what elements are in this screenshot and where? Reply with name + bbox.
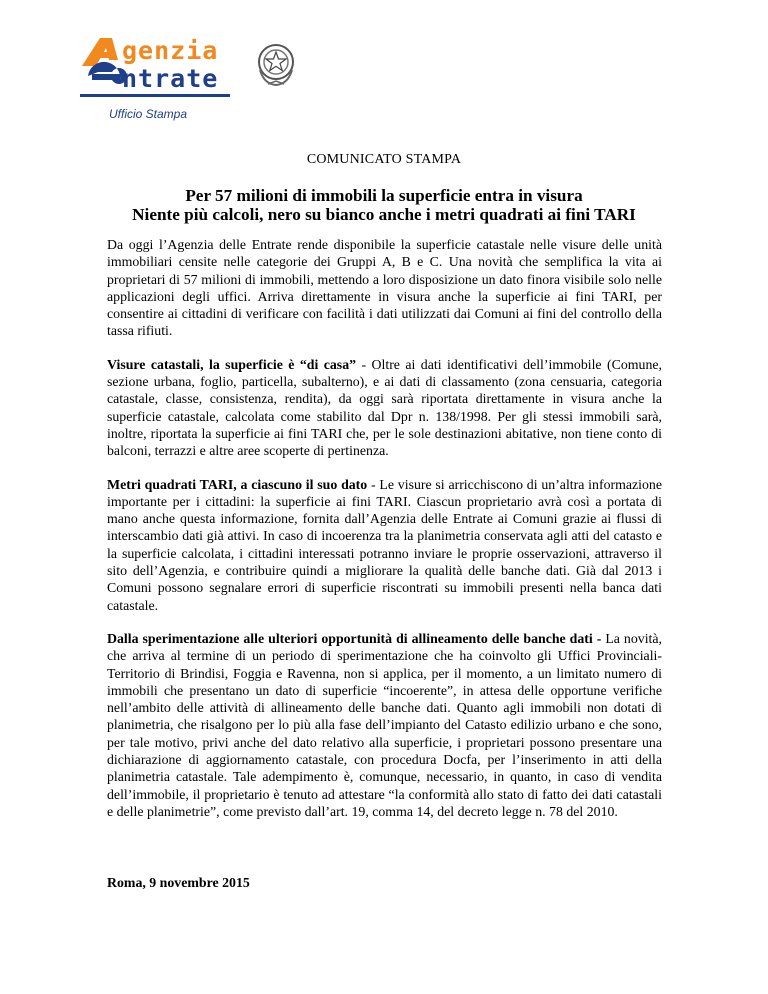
section-paragraph [107, 356, 662, 460]
section-heading: Visure catastali, la superficie è “di casa” [107, 356, 357, 372]
headline [0, 186, 768, 224]
section-paragraph [107, 630, 662, 820]
section-paragraph [107, 476, 662, 614]
section-text: - Oltre ai dati identificativi dell’immobile (Comune, sezione urbana, foglio, particella, subalterno), e ai dati di classamento (zona censuaria, categoria catastale, classe, consistenza, rendita), da oggi sarà riportata direttamente in visura anche la superficie catastale, calcolata come stabilito dal Dpr n. 138/1998. Per gli stessi immobili sarà, inoltre, riportata la superficie ai fini TARI che, per le sole destinazioni abitative, non tiene conto di balconi, terrazzi e altre aree scoperte di pertinenza. [107, 356, 662, 459]
office-label: Ufficio Stampa [109, 107, 188, 121]
section-text: La novità, che arriva al termine di un periodo di sperimentazione che ha coinvolto gli Uffici Provinciali-Territorio di Brindisi, Foggia e Ravenna, non si applica, per il momento, a un limitato numero di immobili che presentano un dato di superficie “incoerente”, in attesa delle opportune verifiche nell’ambito delle attività di allineamento delle banche dati. Quanto agli immobili non dotati di planimetria, che risalgono per lo più alla fase dell’impianto del Catasto edilizio urbano e che sono, per tale motivo, privi anche del dato relativo alla superficie, i proprietari possono presentare una dichiarazione di aggiornamento catastale, con procedura Docfa, per l’inserimento in atti della planimetria catastale. Tale adempimento è, comunque, necessario, in quanto, in caso di vendita dell’immobile, il proprietario è tenuto ad attestare “la conformità allo stato di fatto dei dati catastali e delle planimetrie”, come previsto dall’art. 19, comma 14, del decreto legge n. 78 del 2010. [107, 630, 662, 819]
signoff-date: Roma, 9 novembre 2015 [107, 875, 250, 890]
logo-word-bottom: ntrate [122, 64, 219, 93]
section-heading: Metri quadrati TARI, a ciascuno il suo dato [107, 476, 368, 492]
body-text [107, 236, 662, 836]
section-text: - Le visure si arricchiscono di un’altra informazione importante per i cittadini: la superficie ai fini TARI. Ciascun proprietario avrà così a portata di mano anche questa informazione, fornita dall’Agenzia delle Entrate ai Comuni grazie ai flussi di interscambio dati già attivi. In caso di incoerenza tra la planimetria conservata agli atti del catasto e la superficie calcolata, i cittadini interessati potranno inviare le proprie osservazioni, attraverso il sito dell’Agenzia, e contribuire quindi a migliorare la qualità delle banche dati. Già dal 2013 i Comuni possono segnalare errori di superficie riscontrati su immobili presenti nella banca dati catastale. [107, 476, 662, 613]
italian-republic-emblem-icon [254, 40, 298, 88]
intro-paragraph: Da oggi l’Agenzia delle Entrate rende disponibile la superficie catastale nelle visure delle unità immobiliari censite nelle categorie dei Gruppi A, B e C. Una novità che semplifica la vita ai proprietari di 57 milioni di immobili, mettendo a loro disposizione un dato finora visibile solo nelle applicazioni degli uffici. Arriva direttamente in visura anche la superficie ai fini TARI, per consentire ai cittadini di verificare con facilità i dati utilizzati dai Comuni ai fini del controllo della tassa rifiuti. [107, 237, 662, 339]
agenzia-entrate-logo [78, 36, 288, 126]
headline-line-2: Niente più calcoli, nero su bianco anche i metri quadrati ai fini TARI [132, 205, 636, 224]
document-kind: COMUNICATO STAMPA [306, 152, 462, 167]
section-heading: Dalla sperimentazione alle ulteriori opportunità di allineamento delle banche dati - [107, 630, 602, 646]
logo-word-top: genzia [122, 36, 219, 65]
logo-underline [80, 94, 230, 97]
headline-line-1: Per 57 milioni di immobili la superficie entra in visura [185, 186, 583, 205]
